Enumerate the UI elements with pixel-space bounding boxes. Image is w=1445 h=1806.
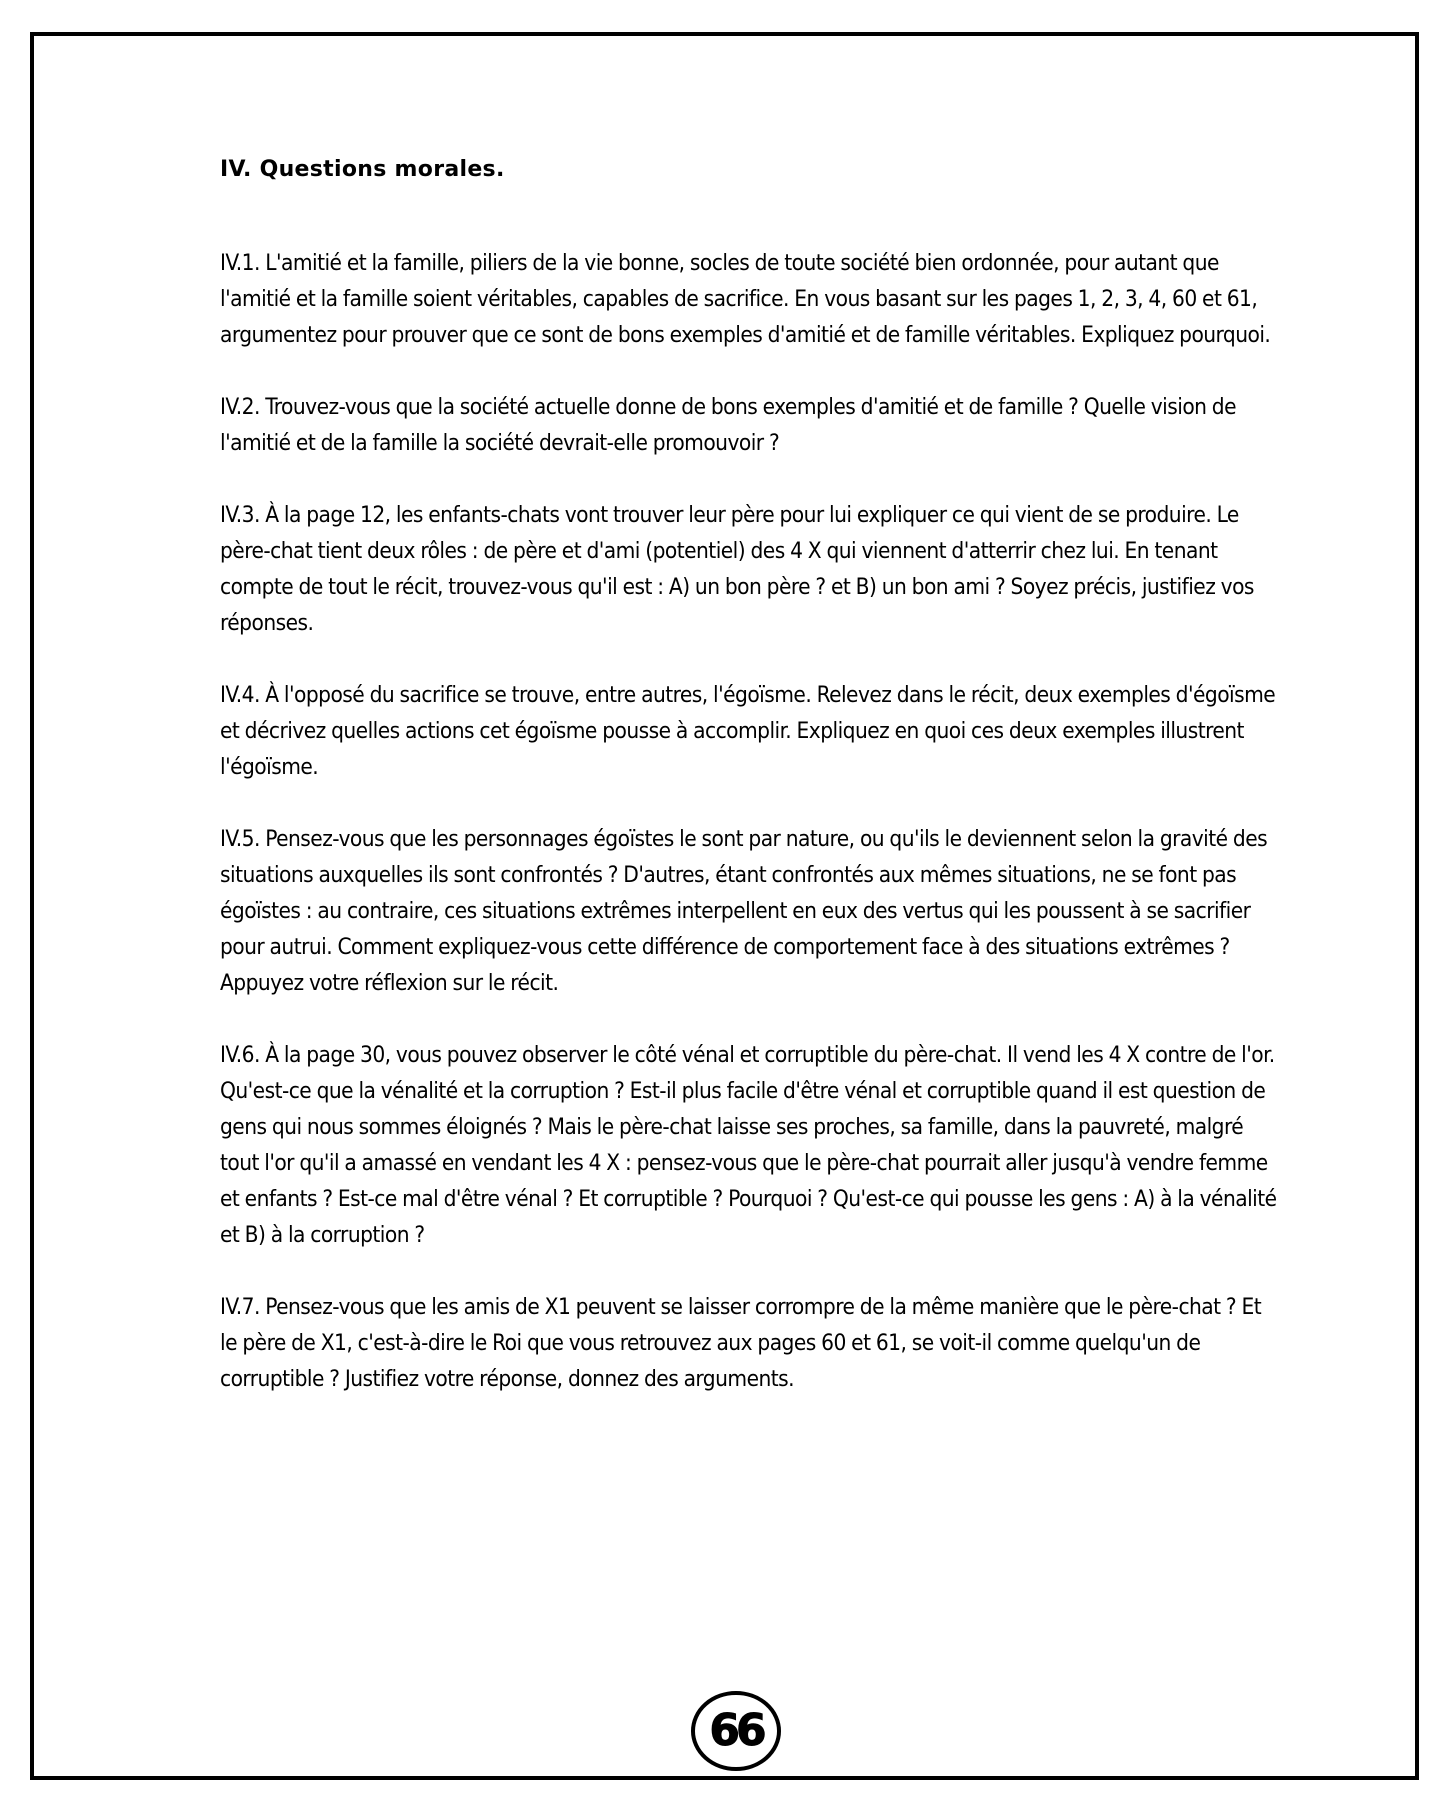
question-iv-5: IV.5. Pensez-vous que les personnages égoïstes le sont par nature, ou qu'ils le deviennent selon la gravité des situations auxquelles ils sont confrontés ? D'autres, étant confrontés aux mêmes situations, ne se font pas égoïstes : au contraire, ces situations extrêmes interpellent en eux des vertus qui les poussent à se sacrifier pour autrui. Comment expliquez-vous cette différence de comportement face à des situations extrêmes ? Appuyez votre réflexion sur le récit. (220, 826, 1268, 996)
question-iv-3: IV.3. À la page 12, les enfants-chats vont trouver leur père pour lui expliquer ce qui vient de se produire. Le père-chat tient deux rôles : de père et d'ami (potentiel) des 4 X qui viennent d'atterrir chez lui. En tenant compte de tout le récit, trouvez-vous qu'il est : A) un bon père ? et B) un bon ami ? Soyez précis, justifiez vos réponses. (220, 502, 1254, 636)
question-iv-7: IV.7. Pensez-vous que les amis de X1 peuvent se laisser corrompre de la même manière que le père-chat ? Et le père de X1, c'est-à-dire le Roi que vous retrouvez aux pages 60 et 61, se voit-il comme quelqu'un de corruptible ? Justifiez votre réponse, donnez des arguments. (220, 1294, 1262, 1392)
page-number-badge (690, 1691, 782, 1771)
section-title: IV. Questions morales. (220, 157, 505, 182)
page-number: 66 (709, 1705, 763, 1756)
question-iv-2: IV.2. Trouvez-vous que la société actuelle donne de bons exemples d'amitié et de famille ? Quelle vision de l'amitié et de la famille la société devrait-elle promouvoir ? (220, 394, 1237, 456)
question-iv-1: IV.1. L'amitié et la famille, piliers de la vie bonne, socles de toute société bien ordonnée, pour autant que l'amitié et la famille soient véritables, capables de sacrifice. En vous basant sur les pages 1, 2, 3, 4, 60 et 61, argumentez pour prouver que ce sont de bons exemples d'amitié et de famille véritables. Expliquez pourquoi. (220, 250, 1271, 348)
document-body (220, 155, 1280, 1433)
question-iv-6: IV.6. À la page 30, vous pouvez observer le côté vénal et corruptible du père-chat. Il vend les 4 X contre de l'or. Qu'est-ce que la vénalité et la corruption ? Est-il plus facile d'être vénal et corruptible quand il est question de gens qui nous sommes éloignés ? Mais le père-chat laisse ses proches, sa famille, dans la pauvreté, malgré tout l'or qu'il a amassé en vendant les 4 X : pensez-vous que le père-chat pourrait aller jusqu'à vendre femme et enfants ? Est-ce mal d'être vénal ? Et corruptible ? Pourquoi ? Qu'est-ce qui pousse les gens : A) à la vénalité et B) à la corruption ? (220, 1042, 1277, 1248)
question-iv-4: IV.4. À l'opposé du sacrifice se trouve, entre autres, l'égoïsme. Relevez dans le récit, deux exemples d'égoïsme et décrivez quelles actions cet égoïsme pousse à accomplir. Expliquez en quoi ces deux exemples illustrent l'égoïsme. (220, 682, 1276, 780)
